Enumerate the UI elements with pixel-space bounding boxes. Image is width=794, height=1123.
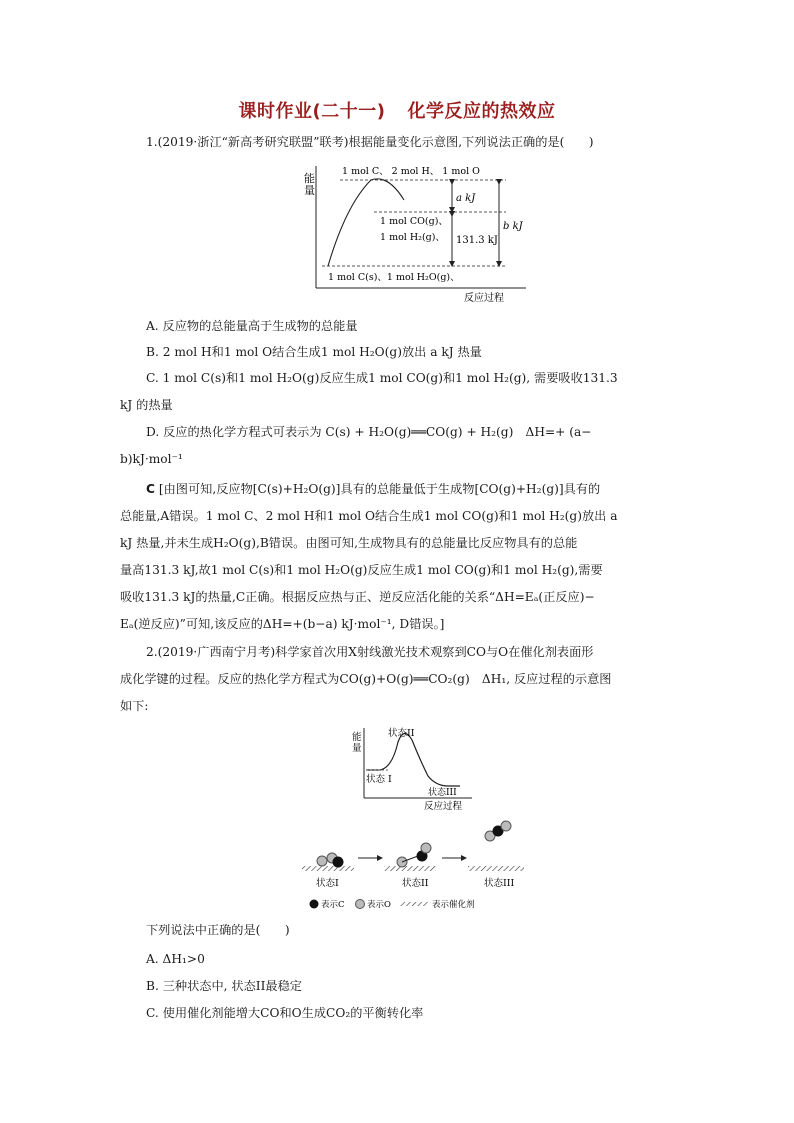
q1-bottom-label: 1 mol C(s)、1 mol H₂O(g)、 [328,272,460,283]
q1-mid-label-1: 1 mol CO(g)、 [380,216,448,227]
q2-state1-label: 状态 I [366,774,392,785]
q1-option-d-line2: b)kJ·mol⁻¹ [120,452,183,466]
q2-catalyst-surface-3 [468,866,524,871]
q2-state2-label: 状态II [388,728,415,739]
q2-state1-c-atom [333,857,344,868]
q2-catalyst-surface-2 [384,866,436,871]
q2-legend-o: 表示O [367,900,391,910]
q1-analysis-text1: [由图可知,反应物[C(s)+H₂O(g)]具有的总能量低于生成物[CO(g)+H₂(g)]具有的 [158,482,601,496]
q1-analysis-line5: 吸收131.3 kJ的热量,C正确。根据反应热与正、逆反应活化能的关系“ΔH=Eₐ(正反应)− [120,590,595,604]
q2-legend-c-symbol [310,900,319,909]
q2-legend-c: 表示C [321,900,345,910]
q1-top-label: 1 mol C、 2 mol H、 1 mol O [342,166,480,177]
q1-stem: 1.(2019·浙江“新高考研究联盟”联考)根据能量变化示意图,下列说法正确的是( ) [146,135,594,149]
q1-option-a: A. 反应物的总能量高于生成物的总能量 [146,319,358,333]
q1-option-c-line1: C. 1 mol C(s)和1 mol H₂O(g)反应生成1 mol CO(g)和1 mol H₂(g), 需要吸收131.3 [146,371,618,385]
q1-analysis-line6: Eₐ(逆反应)”可知,该反应的ΔH=+(b−a) kJ·mol⁻¹, D错误。] [120,617,445,631]
q1-analysis-line4: 量高131.3 kJ,故1 mol C(s)和1 mol H₂O(g)反应生成1 mol CO(g)和1 mol H₂(g),需要 [120,563,603,577]
q1-option-d-line1: D. 反应的热化学方程式可表示为 C(s) + H₂O(g)══CO(g) + H₂(g) ΔH=+ (a− [146,425,592,439]
page-title [0,97,794,123]
q2-state1-o-atom [317,856,327,866]
q2-question: 下列说法中正确的是( ) [146,923,290,937]
q1-analysis-line2: 总能量,A错误。1 mol C、2 mol H和1 mol O结合生成1 mol CO(g)和1 mol H₂(g)放出 a [120,509,618,523]
q2-y-label-1: 能 [352,732,362,743]
q2-x-label: 反应过程 [424,801,463,812]
q2-energy-diagram [348,724,478,814]
q1-a-label: a kJ [456,193,476,204]
q2-legend-cat: 表示催化剂 [432,900,475,910]
q1-option-c-line2: kJ 的热量 [120,398,173,412]
q2-option-a: A. ΔH₁>0 [146,952,205,966]
q1-b-label: b kJ [503,221,523,232]
q1-energy-diagram [296,160,536,304]
q2-process-state1: 状态I [316,878,339,889]
q2-legend-o-symbol [356,900,365,909]
q2-catalyst-surface-1 [302,866,354,871]
q1-y-label-1: 能 [304,172,315,185]
q2-process-state2: 状态II [402,878,429,889]
q2-state3-label: 状态III [428,788,457,798]
q1-mid-label-2: 1 mol H₂(g)、 [380,232,445,243]
q1-x-label: 反应过程 [464,293,504,304]
q2-state3-o-atom-2 [501,821,511,831]
q1-answer-letter: C [146,482,155,496]
q1-dh-label: 131.3 kJ [456,235,498,246]
q2-state2-co-o-atom [421,843,431,853]
q1-analysis-line1 [146,481,680,497]
q1-y-label-2: 量 [304,184,315,197]
q2-option-b: B. 三种状态中, 状态II最稳定 [146,979,302,993]
q2-stem-line2: 成化学键的过程。反应的热化学方程式为CO(g)+O(g)══CO₂(g) ΔH₁, 反应过程的示意图 [120,672,612,686]
q2-stem-line1: 2.(2019·广西南宁月考)科学家首次用X射线激光技术观察到CO与O在催化剂表面形 [146,645,594,659]
q2-legend-cat-symbol [400,902,428,906]
q1-option-b: B. 2 mol H和1 mol O结合生成1 mol H₂O(g)放出 a kJ 热量 [146,345,482,359]
q1-analysis-line3: kJ 热量,并未生成H₂O(g),B错误。由图可知,生成物具有的总能量比反应物具有的总能 [120,536,578,550]
q2-y-label-2: 量 [352,743,362,754]
q2-process-state3: 状态III [484,878,515,889]
q2-process-diagram [296,818,536,910]
title-main: 课时作业(二十一) [238,101,386,122]
title-sub: 化学反应的热效应 [407,101,556,122]
q2-option-c: C. 使用催化剂能增大CO和O生成CO₂的平衡转化率 [146,1006,424,1020]
q2-stem-line3: 如下: [120,699,149,713]
